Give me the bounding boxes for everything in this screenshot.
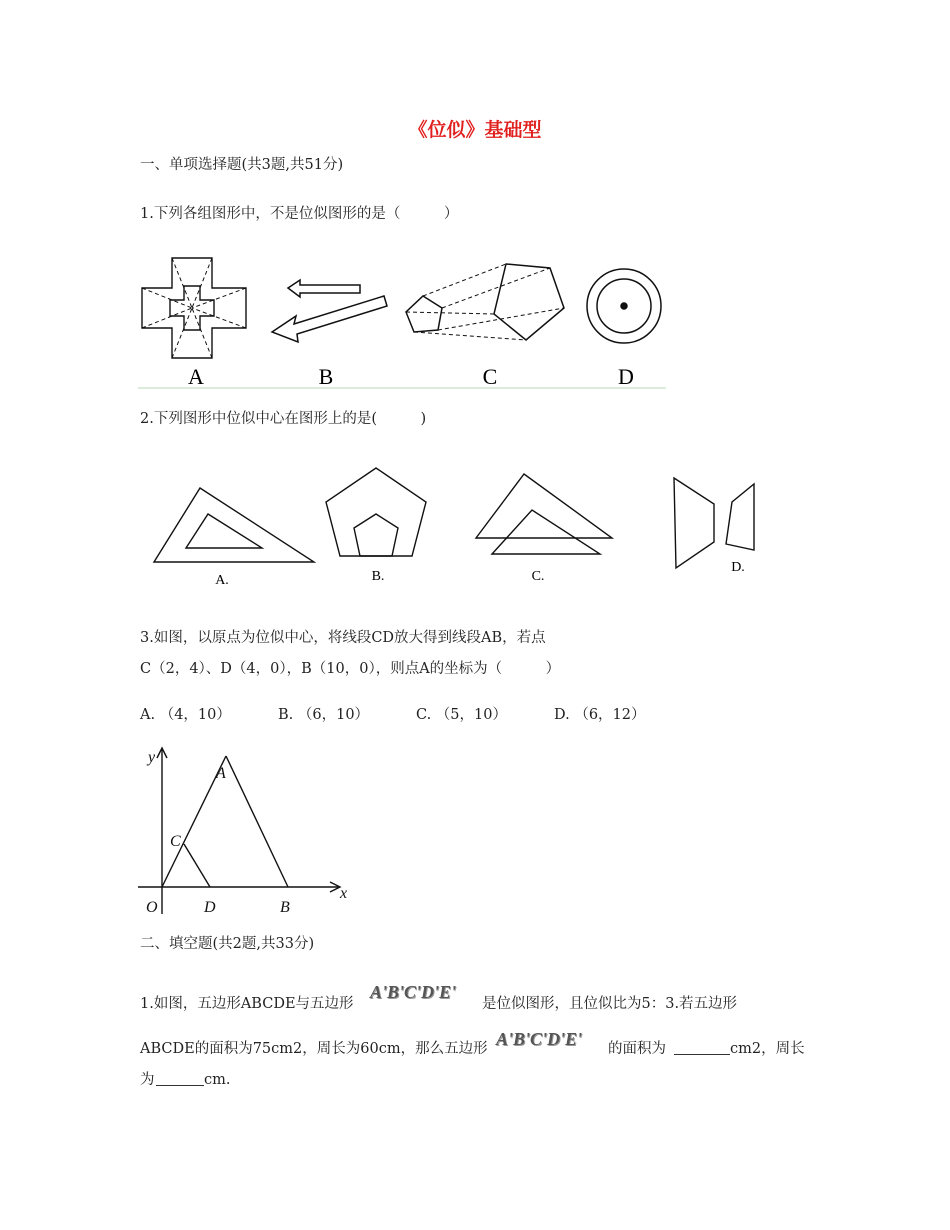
q2-figure [150, 462, 770, 592]
prime-pentagon-label-2: A'B'C'D'E' [496, 1029, 583, 1049]
prime-pentagon-label-1: A'B'C'D'E' [370, 982, 457, 1002]
q3-option-d: D. （6，12） [554, 707, 646, 723]
q2-stem: 2.下列图形中位似中心在图形上的是( ) [140, 411, 427, 427]
point-b-label: B [280, 899, 290, 916]
q1-stem: 1.下列各组图形中，不是位似图形的是（ ） [140, 206, 459, 222]
point-c-label: C [170, 833, 181, 850]
point-a-label: A [216, 765, 226, 782]
perimeter-answer-blank[interactable] [156, 1071, 204, 1086]
x-axis-label: x [340, 885, 348, 902]
q1-label-a: A [188, 364, 204, 389]
q3-option-a: A. （4，10） [140, 707, 231, 723]
q1-option-d-circles [587, 269, 661, 343]
q3-coordinate-figure [138, 742, 358, 917]
area-answer-blank[interactable] [674, 1040, 730, 1055]
fill1-part1: 1.如图，五边形ABCDE与五边形 [140, 996, 354, 1012]
y-axis-label: y [148, 749, 156, 766]
fill1-part6: 为 [140, 1072, 155, 1088]
segment-ab [226, 756, 288, 887]
document-title: 《位似》基础型 [408, 119, 542, 141]
q2-label-d: D. [731, 560, 745, 575]
fill1-part5: cm2，周长 [730, 1041, 805, 1057]
q2-label-a: A. [215, 573, 229, 588]
q1-option-c-pentagons [406, 264, 564, 340]
q1-option-b-arrows [272, 280, 387, 342]
section2-heading: 二、填空题(共2题,共33分) [140, 936, 315, 952]
q2-option-a-triangles [154, 488, 314, 562]
q1-label-b: B [318, 364, 334, 389]
q2-label-b: B. [371, 569, 385, 584]
q2-option-d-trapezoids [674, 478, 754, 568]
segment-cd [184, 844, 210, 887]
q1-option-a-cross-shapes [142, 258, 246, 358]
q2-option-c-triangles [476, 474, 612, 554]
section1-heading: 一、单项选择题(共3题,共51分) [140, 157, 344, 173]
q1-figure [138, 250, 668, 392]
q3-stem-line1: 3.如图，以原点为位似中心，将线段CD放大得到线段AB，若点 [140, 630, 546, 646]
fill1-part2: 是位似图形，且位似比为5：3.若五边形 [482, 996, 738, 1012]
q1-label-d: D [618, 364, 634, 389]
fill1-part4: 的面积为 [608, 1041, 666, 1057]
q2-label-c: C. [531, 569, 545, 584]
fill1-part3: ABCDE的面积为75cm2，周长为60cm，那么五边形 [140, 1041, 488, 1057]
point-d-label: D [204, 899, 216, 916]
q1-label-c: C [482, 364, 498, 389]
origin-label: O [146, 899, 158, 916]
fill1-part7: cm. [204, 1072, 231, 1088]
q2-option-b-pentagons [326, 468, 426, 556]
q3-option-b: B. （6，10） [278, 707, 370, 723]
q3-stem-line2: C（2，4）、D（4，0），B（10，0），则点A的坐标为（ ） [140, 661, 561, 677]
q3-option-c: C. （5，10） [416, 707, 507, 723]
